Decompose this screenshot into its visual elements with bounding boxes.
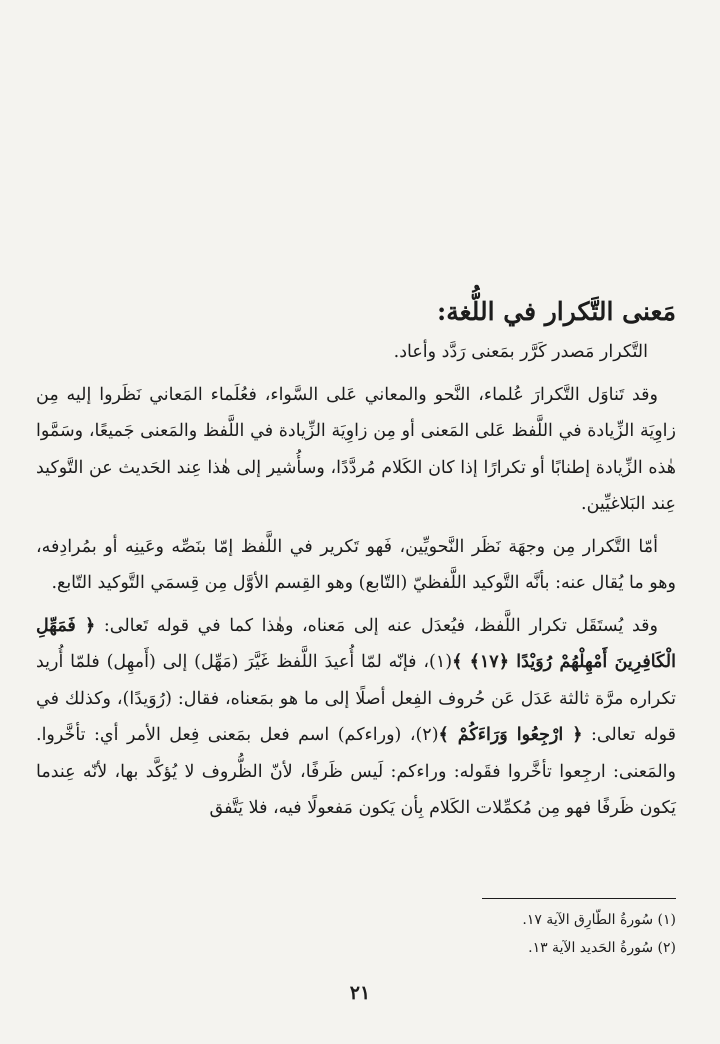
footnote-1: (١) سُورةُ الطّارِق الآية ١٧.	[522, 912, 676, 928]
paragraph-substitution-middle: (١)، فإنّه لمّا أُعيدَ اللَّفظ غَيَّرَ (مَهِّل) إلى (أَمهِل) فلمّا أُريد تكراره مرَّة ثالثة عَدَل عَن حُروف الفِعل أصلًا إلى ما هو بمَعناه، فقال: (رُوَيدًا)، وكذلك في قوله تعالى:	[36, 652, 676, 745]
section-heading: مَعنى التَّكرار في اللُّغة:	[437, 297, 676, 326]
body-text	[36, 334, 676, 833]
paragraph-substitution-intro: وقد يُستَقَل تكرار اللَّفظ، فيُعدَل عنه إلى مَعناه، وهٰذا كما في قوله تَعالى:	[95, 615, 658, 636]
page-number: ٢١	[349, 982, 371, 1004]
footnote-divider	[482, 898, 676, 899]
paragraph-definition: التَّكرار مَصدر كَرَّر بمَعنى رَدَّد وأعاد.	[393, 342, 648, 362]
paragraph-substitution-end: (٢)، (وراءكم) اسم فعل بمَعنى فِعل الأمر أي: تأخَّروا. والمَعنى: ارجِعوا تأخَّروا فقَوله: وراءكم: لَيس ظَرفًا، لأنّ الظُّروف لا يُؤكَّد بها، لأنّه عِندما يَكون ظَرفًا فهو مِن مُكمِّلات الكَلام بِأن يَكون مَفعولًا فيه، فلا يَتَّفق	[36, 725, 676, 818]
footnote-2: (٢) سُورةُ الحَديد الآية ١٣.	[528, 940, 676, 956]
paragraph-grammarians: أمّا التَّكرار مِن وجهَة نَظَر النَّحويِّين، فَهو تَكرير في اللَّفظ إمّا بنَصِّه وعَينِه أو بمُرادِفه، وهو ما يُقال عنه: بأنَّه التَّوكيد اللَّفظيّ (التّابع) وهو القِسم الأوَّل مِن قِسمَي التَّوكيد التّابع.	[36, 536, 676, 593]
paragraph-substitution	[36, 608, 676, 827]
paragraph-rhetoricians: وقد تَناوَل التَّكرارَ عُلماء، النَّحو والمعاني عَلى السَّواء، فعُلَماء المَعاني نَظَروا إليه مِن زاوِيَة الزِّيادة في اللَّفظ عَلى المَعنى أو مِن زاوِيَة الزِّيادة في اللَّفظ والمَعنى جَميعًا، وسَمَّوا هٰذه الزِّيادة إطنابًا أو تكرارًا إذا كان الكَلام مُردَّدًا، وسأُشير إلى هٰذا عِند الحَديث عن التَّوكيد عِند البَلاغيِّين.	[36, 384, 676, 514]
quran-verse-tariq: ﴿ فَمَهِّلِ الْكَافِرِينَ أَمْهِلْهُمْ رُوَيْدًا ﴿١٧﴾ ﴾	[36, 615, 676, 672]
footnotes	[36, 906, 676, 962]
quran-verse-hadid: ﴿ ارْجِعُوا وَرَاءَكُمْ ﴾	[438, 725, 583, 745]
